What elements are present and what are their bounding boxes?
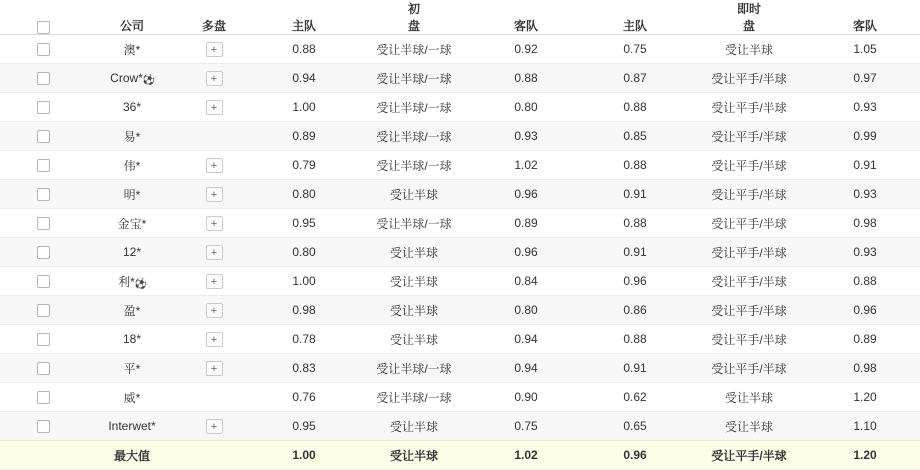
company-label: 最大值 <box>113 448 150 463</box>
multi-cell <box>178 180 250 209</box>
live-handicap-cell: 受让平手/半球 <box>688 64 810 93</box>
init-handicap-cell: 受让半球/一球 <box>358 354 470 383</box>
init-away-cell: 0.92 <box>470 35 582 64</box>
table-body <box>0 35 920 470</box>
row-select-cell <box>0 35 86 64</box>
expand-plus-button[interactable]: + <box>206 303 223 318</box>
live-away-cell: 1.20 <box>810 441 920 470</box>
table-row[interactable] <box>0 209 920 238</box>
init-away-cell: 0.89 <box>470 209 582 238</box>
expand-plus-button[interactable]: + <box>206 42 223 57</box>
multi-cell <box>178 383 250 412</box>
init-home-cell: 0.95 <box>250 412 358 441</box>
row-checkbox[interactable] <box>37 72 50 85</box>
table-header <box>0 0 920 35</box>
live-away-cell: 0.98 <box>810 354 920 383</box>
live-handicap-cell: 受让半球 <box>688 412 810 441</box>
row-select-cell <box>0 238 86 267</box>
live-away-cell: 0.93 <box>810 180 920 209</box>
live-home-cell: 0.62 <box>582 383 688 412</box>
live-handicap-cell: 受让平手/半球 <box>688 93 810 122</box>
company-cell[interactable] <box>86 180 178 209</box>
company-cell[interactable] <box>86 325 178 354</box>
init-handicap-cell: 受让半球/一球 <box>358 151 470 180</box>
multi-cell <box>178 325 250 354</box>
init-home-cell: 0.79 <box>250 151 358 180</box>
live-home-cell: 0.91 <box>582 238 688 267</box>
live-home-cell: 0.75 <box>582 35 688 64</box>
table-row[interactable] <box>0 267 920 296</box>
header-init-handicap-label: 盘 <box>407 19 420 33</box>
live-away-cell: 1.05 <box>810 35 920 64</box>
header-row <box>0 0 920 35</box>
live-away-cell: 0.98 <box>810 209 920 238</box>
row-checkbox[interactable] <box>37 101 50 114</box>
company-label: 利* <box>118 274 135 289</box>
live-away-cell: 0.99 <box>810 122 920 151</box>
live-away-cell: 0.97 <box>810 64 920 93</box>
multi-cell <box>178 296 250 325</box>
init-handicap-cell: 受让半球 <box>358 267 470 296</box>
select-all-checkbox[interactable] <box>37 21 50 34</box>
row-select-cell <box>0 122 86 151</box>
multi-cell <box>178 122 250 151</box>
live-away-cell: 1.20 <box>810 383 920 412</box>
live-handicap-cell: 受让平手/半球 <box>688 180 810 209</box>
multi-cell <box>178 35 250 64</box>
multi-cell <box>178 267 250 296</box>
row-select-cell <box>0 93 86 122</box>
live-handicap-cell: 受让半球 <box>688 383 810 412</box>
company-label: 平* <box>123 361 141 376</box>
init-handicap-cell: 受让半球 <box>358 412 470 441</box>
init-away-cell: 0.80 <box>470 93 582 122</box>
row-select-cell <box>0 151 86 180</box>
table-row[interactable] <box>0 296 920 325</box>
multi-cell <box>178 93 250 122</box>
row-select-cell <box>0 296 86 325</box>
header-live-handicap[interactable] <box>688 0 810 35</box>
init-handicap-cell: 受让半球 <box>358 325 470 354</box>
init-home-cell: 0.80 <box>250 238 358 267</box>
init-home-cell: 0.76 <box>250 383 358 412</box>
expand-plus-button[interactable]: + <box>206 361 223 376</box>
init-home-cell: 0.88 <box>250 35 358 64</box>
header-live-away[interactable]: 客队 <box>810 0 920 35</box>
row-select-cell <box>0 325 86 354</box>
live-away-cell: 0.89 <box>810 325 920 354</box>
init-home-cell: 1.00 <box>250 267 358 296</box>
init-home-cell: 0.98 <box>250 296 358 325</box>
football-icon: ⚽ <box>134 278 148 290</box>
company-label: 12* <box>122 245 142 259</box>
company-cell[interactable] <box>86 238 178 267</box>
live-away-cell: 0.93 <box>810 93 920 122</box>
row-select-cell <box>0 267 86 296</box>
row-checkbox[interactable] <box>37 246 50 259</box>
init-home-cell: 1.00 <box>250 93 358 122</box>
live-handicap-cell: 受让平手/半球 <box>688 151 810 180</box>
live-home-cell: 0.88 <box>582 151 688 180</box>
live-home-cell: 0.65 <box>582 412 688 441</box>
expand-plus-button[interactable]: + <box>206 419 223 434</box>
row-select-cell <box>0 441 86 470</box>
row-select-cell <box>0 180 86 209</box>
multi-cell <box>178 151 250 180</box>
table-row[interactable] <box>0 64 920 93</box>
company-label: 18* <box>122 332 142 346</box>
row-checkbox[interactable] <box>37 304 50 317</box>
company-cell[interactable] <box>86 93 178 122</box>
init-handicap-cell: 受让半球 <box>358 441 470 470</box>
live-handicap-cell: 受让平手/半球 <box>688 441 810 470</box>
init-away-cell: 0.90 <box>470 383 582 412</box>
live-home-cell: 0.96 <box>582 441 688 470</box>
row-checkbox[interactable] <box>37 275 50 288</box>
company-cell[interactable] <box>86 383 178 412</box>
company-label: 易* <box>123 129 141 144</box>
row-checkbox[interactable] <box>37 333 50 346</box>
init-away-cell: 0.88 <box>470 64 582 93</box>
live-away-cell: 1.10 <box>810 412 920 441</box>
init-handicap-cell: 受让半球/一球 <box>358 122 470 151</box>
row-checkbox[interactable] <box>37 43 50 56</box>
multi-cell <box>178 238 250 267</box>
row-checkbox[interactable] <box>37 391 50 404</box>
live-away-cell: 0.88 <box>810 267 920 296</box>
company-cell[interactable] <box>86 151 178 180</box>
live-handicap-cell: 受让平手/半球 <box>688 267 810 296</box>
header-live-home[interactable]: 主队 <box>582 0 688 35</box>
live-home-cell: 0.88 <box>582 209 688 238</box>
live-home-cell: 0.86 <box>582 296 688 325</box>
row-select-cell <box>0 209 86 238</box>
row-checkbox[interactable] <box>37 159 50 172</box>
row-checkbox[interactable] <box>37 420 50 433</box>
init-away-cell: 0.96 <box>470 238 582 267</box>
init-away-cell: 0.94 <box>470 325 582 354</box>
live-away-cell: 0.96 <box>810 296 920 325</box>
init-handicap-cell: 受让半球 <box>358 180 470 209</box>
init-home-cell: 0.94 <box>250 64 358 93</box>
init-handicap-cell: 受让半球 <box>358 296 470 325</box>
table-row[interactable] <box>0 180 920 209</box>
init-handicap-cell: 受让半球/一球 <box>358 93 470 122</box>
init-home-cell: 0.89 <box>250 122 358 151</box>
live-home-cell: 0.91 <box>582 354 688 383</box>
live-handicap-cell: 受让半球 <box>688 35 810 64</box>
live-handicap-cell: 受让平手/半球 <box>688 122 810 151</box>
company-cell[interactable] <box>86 296 178 325</box>
live-away-cell: 0.91 <box>810 151 920 180</box>
init-away-cell: 1.02 <box>470 151 582 180</box>
expand-plus-button[interactable]: + <box>206 158 223 173</box>
multi-cell <box>178 412 250 441</box>
company-cell[interactable] <box>86 412 178 441</box>
multi-cell <box>178 441 250 470</box>
table-row[interactable] <box>0 122 920 151</box>
row-select-cell <box>0 64 86 93</box>
header-company[interactable]: 公司 <box>86 0 178 35</box>
table-row[interactable] <box>0 35 920 64</box>
company-label: 威* <box>123 390 141 405</box>
multi-cell <box>178 64 250 93</box>
init-away-cell: 0.96 <box>470 180 582 209</box>
row-checkbox[interactable] <box>37 362 50 375</box>
row-checkbox[interactable] <box>37 188 50 201</box>
init-home-cell: 1.00 <box>250 441 358 470</box>
live-handicap-cell: 受让平手/半球 <box>688 238 810 267</box>
expand-plus-button[interactable]: + <box>206 216 223 231</box>
company-cell[interactable] <box>86 354 178 383</box>
company-cell[interactable] <box>86 441 178 470</box>
table-row[interactable] <box>0 441 920 470</box>
expand-plus-button[interactable]: + <box>206 332 223 347</box>
row-select-cell <box>0 412 86 441</box>
init-away-cell: 0.93 <box>470 122 582 151</box>
live-handicap-cell: 受让平手/半球 <box>688 325 810 354</box>
init-handicap-cell: 受让半球/一球 <box>358 64 470 93</box>
company-cell[interactable] <box>86 64 178 93</box>
multi-cell <box>178 209 250 238</box>
header-group-instant: 即时 <box>736 2 761 16</box>
company-label: 明* <box>123 187 141 202</box>
header-multi[interactable]: 多盘 <box>178 0 250 35</box>
init-away-cell: 1.02 <box>470 441 582 470</box>
company-cell[interactable] <box>86 267 178 296</box>
company-label: 伟* <box>123 158 141 173</box>
row-select-cell <box>0 383 86 412</box>
header-group-initial: 初 <box>407 2 420 16</box>
company-label: 澳* <box>123 42 141 57</box>
header-init-away[interactable]: 客队 <box>470 0 582 35</box>
live-handicap-cell: 受让平手/半球 <box>688 209 810 238</box>
table-row[interactable] <box>0 238 920 267</box>
multi-cell <box>178 354 250 383</box>
table-row[interactable] <box>0 383 920 412</box>
row-checkbox[interactable] <box>37 217 50 230</box>
header-select-all-cell <box>0 0 86 35</box>
company-label: 金宝* <box>117 216 147 231</box>
company-label: 36* <box>122 100 142 114</box>
live-handicap-cell: 受让平手/半球 <box>688 354 810 383</box>
table-row[interactable] <box>0 354 920 383</box>
company-label: Interwet* <box>108 419 156 433</box>
live-home-cell: 0.88 <box>582 93 688 122</box>
init-away-cell: 0.84 <box>470 267 582 296</box>
init-home-cell: 0.78 <box>250 325 358 354</box>
header-init-handicap[interactable] <box>358 0 470 35</box>
init-home-cell: 0.95 <box>250 209 358 238</box>
expand-plus-button[interactable]: + <box>206 274 223 289</box>
init-handicap-cell: 受让半球/一球 <box>358 383 470 412</box>
init-away-cell: 0.75 <box>470 412 582 441</box>
live-handicap-cell: 受让平手/半球 <box>688 296 810 325</box>
init-away-cell: 0.94 <box>470 354 582 383</box>
company-cell[interactable] <box>86 35 178 64</box>
row-select-cell <box>0 354 86 383</box>
table-row[interactable] <box>0 412 920 441</box>
init-handicap-cell: 受让半球/一球 <box>358 209 470 238</box>
table-row[interactable] <box>0 151 920 180</box>
init-handicap-cell: 受让半球/一球 <box>358 35 470 64</box>
live-home-cell: 0.88 <box>582 325 688 354</box>
table-row[interactable] <box>0 93 920 122</box>
table-row[interactable] <box>0 325 920 354</box>
init-home-cell: 0.80 <box>250 180 358 209</box>
live-away-cell: 0.93 <box>810 238 920 267</box>
live-home-cell: 0.91 <box>582 180 688 209</box>
header-init-home[interactable]: 主队 <box>250 0 358 35</box>
expand-plus-button[interactable]: + <box>206 71 223 86</box>
expand-plus-button[interactable]: + <box>206 187 223 202</box>
row-checkbox[interactable] <box>37 130 50 143</box>
company-label: 盈* <box>123 303 141 318</box>
header-live-handicap-label: 盘 <box>742 19 755 33</box>
init-handicap-cell: 受让半球 <box>358 238 470 267</box>
company-cell[interactable] <box>86 122 178 151</box>
live-home-cell: 0.87 <box>582 64 688 93</box>
init-away-cell: 0.80 <box>470 296 582 325</box>
live-home-cell: 0.85 <box>582 122 688 151</box>
init-home-cell: 0.83 <box>250 354 358 383</box>
expand-plus-button[interactable]: + <box>206 245 223 260</box>
company-label: Crow* <box>110 70 143 85</box>
expand-plus-button[interactable]: + <box>206 100 223 115</box>
football-icon: ⚽ <box>142 74 156 86</box>
company-cell[interactable] <box>86 209 178 238</box>
live-home-cell: 0.96 <box>582 267 688 296</box>
